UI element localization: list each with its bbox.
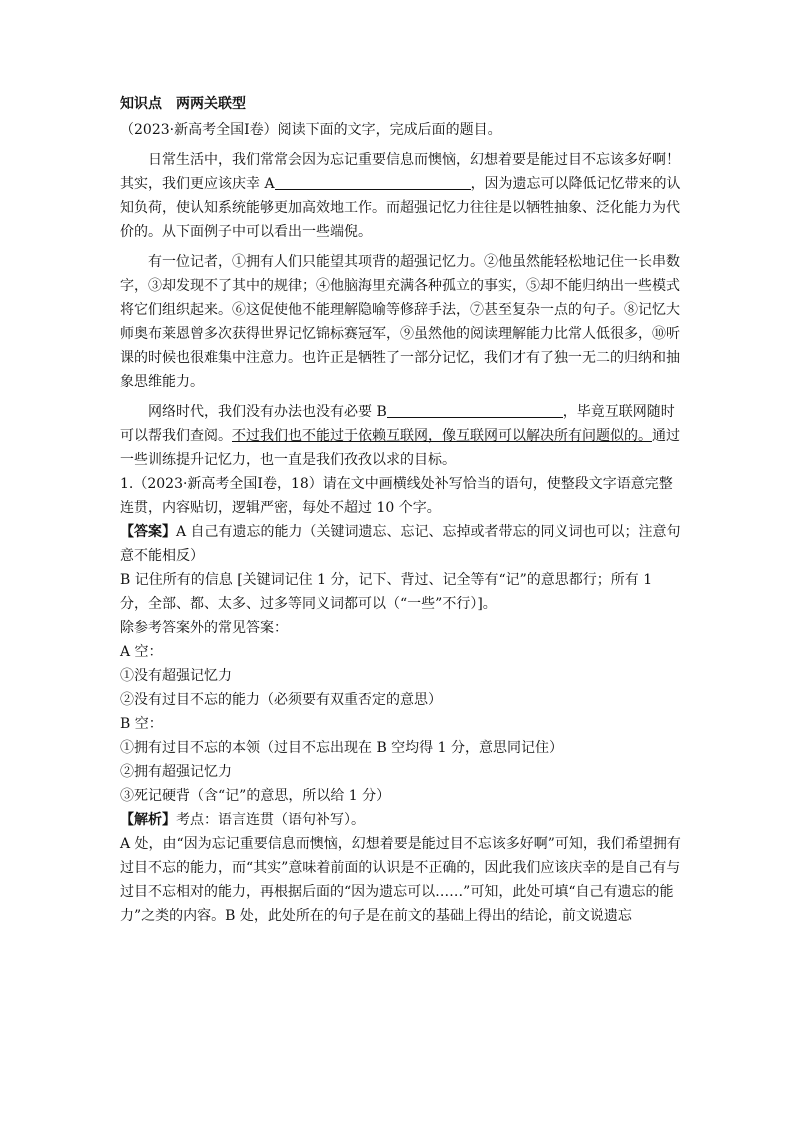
analysis-tag: 【解析】 (120, 812, 176, 828)
blank-b-item: ②拥有超强记忆力 (120, 764, 232, 780)
document-body (120, 92, 682, 928)
heading-title: 两两关联型 (176, 96, 246, 112)
blank-a (275, 174, 471, 190)
blank-b-item: ①拥有过目不忘的本领（过目不忘出现在 B 空均得 1 分，意思同记住） (120, 740, 563, 756)
blank-b-item: ③死记硬背（含“记”的意思，所以给 1 分） (120, 788, 391, 804)
blank-a-label: A 空： (120, 644, 163, 660)
common-answers-title: 除参考答案外的常见答案： (120, 620, 288, 636)
blank-a-item: ①没有超强记忆力 (120, 668, 232, 684)
answer-a: 【答案】A 自己有遗忘的能力（关键词遗忘、忘记、忘掉或者带忘的同义词也可以；注意句意不能相反） (120, 524, 681, 564)
answer-b: B 记住所有的信息 [关键词记住 1 分，记下、背过、记全等有“记”的意思都行；所有 1 分，全部、都、太多、过多等同义词都可以（“一些”不行）]。 (120, 572, 653, 612)
analysis-point: 【解析】考点：语言连贯（语句补写）。 (120, 812, 365, 828)
blank-b (387, 402, 563, 418)
heading-label: 知识点 (120, 96, 162, 112)
section-heading (120, 92, 682, 116)
passage-paragraph-1: 日常生活中，我们常常会因为忘记重要信息而懊恼，幻想着要是能过目不忘该多好啊！其实，我们更应该庆幸 A ，因为遗忘可以降低记忆带来的认知负荷，使认知系统能够更加高效地工作。而超强记忆力往往是以牺牲抽象、泛化能力为代价的。从下面例子中可以看出一些端倪。 (120, 152, 681, 240)
blank-a-item: ②没有过目不忘的能力（必须要有双重否定的意思） (120, 692, 442, 708)
source-line: （2023·新高考全国Ⅰ卷）阅读下面的文字，完成后面的题目。 (120, 122, 502, 138)
passage-paragraph-3: 网络时代，我们没有办法也没有必要 B ，毕竟互联网随时可以帮我们查阅。不过我们也不能过于依赖互联网，像互联网可以解决所有问题似的。通过一些训练提升记忆力，也一直是我们孜孜以求的目标。 (120, 404, 680, 468)
blank-b-label: B 空： (120, 716, 163, 732)
answer-tag: 【答案】 (120, 524, 176, 540)
underlined-sentence: 不过我们也不能过于依赖互联网，像互联网可以解决所有问题似的。 (232, 428, 652, 444)
passage-paragraph-2: 有一位记者，①拥有人们只能望其项背的超强记忆力。②他虽然能轻松地记住一长串数字，③却发现不了其中的规律；④他脑海里充满各种孤立的事实，⑤却不能归纳出一些模式将它们组织起来。⑥这促使他不能理解隐喻等修辞手法，⑦甚至复杂一点的句子。⑧记忆大师奥布莱恩曾多次获得世界记忆锦标赛冠军，⑨虽然他的阅读理解能力比常人低很多，⑩听课的时候也很难集中注意力。也许正是牺牲了一部分记忆，我们才有了独一无二的归纳和抽象思维能力。 (120, 254, 680, 390)
analysis-body: A 处，由“因为忘记重要信息而懊恼，幻想着要是能过目不忘该多好啊”可知，我们希望拥有过目不忘的能力，而“其实”意味着前面的认识是不正确的，因此我们应该庆幸的是自己有与过目不忘相对的能力，再根据后面的“因为遗忘可以……”可知，此处可填“自己有遗忘的能力”之类的内容。B 处，此处所在的句子是在前文的基础上得出的结论，前文说遗忘 (120, 836, 681, 924)
question-text: 1.（2023·新高考全国Ⅰ卷，18）请在文中画横线处补写恰当的语句，使整段文字语意完整连贯，内容贴切，逻辑严密，每处不超过 10 个字。 (120, 476, 673, 516)
